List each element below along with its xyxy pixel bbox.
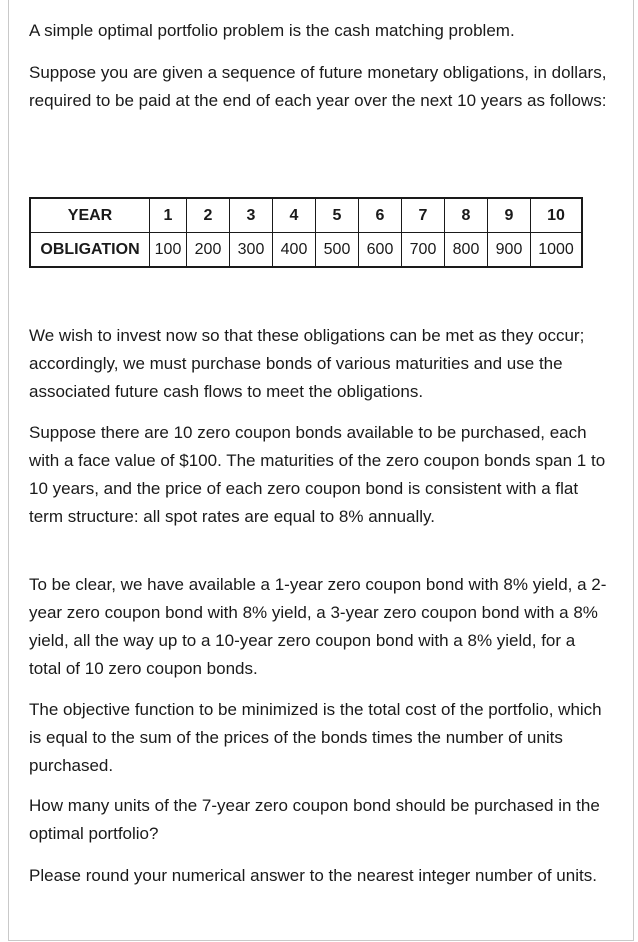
- setup-paragraph: Suppose you are given a sequence of future monetary obligations, in dollars, required to be paid at the end of each year over the next 10 years as follows:: [29, 63, 607, 110]
- year-cell: 8: [445, 198, 488, 233]
- obligation-cell: 100: [150, 233, 187, 268]
- obligation-cell: 300: [230, 233, 273, 268]
- year-header: YEAR: [30, 198, 150, 233]
- obligation-cell: 900: [488, 233, 531, 268]
- year-cell: 4: [273, 198, 316, 233]
- question-paragraph: How many units of the 7-year zero coupon bond should be purchased in the optimal portfolio?: [29, 796, 600, 843]
- year-cell: 1: [150, 198, 187, 233]
- obligation-cell: 400: [273, 233, 316, 268]
- year-row: [30, 198, 582, 233]
- obligation-cell: 700: [402, 233, 445, 268]
- obligation-row: [30, 233, 582, 268]
- obligation-cell: 1000: [531, 233, 583, 268]
- year-cell: 9: [488, 198, 531, 233]
- obligations-table: [29, 197, 583, 268]
- year-cell: 3: [230, 198, 273, 233]
- clarification-paragraph: To be clear, we have available a 1-year zero coupon bond with 8% yield, a 2-year zero coupon bond with 8% yield, a 3-year zero coupon bond with a 8% yield, all the way up to a 10-year zero coupon bond with a 8% yield, for a total of 10 zero coupon bonds.: [29, 575, 607, 678]
- obligation-header: OBLIGATION: [30, 233, 150, 268]
- invest-paragraph: We wish to invest now so that these obligations can be met as they occur; accordingly, we must purchase bonds of various maturities and use the associated future cash flows to meet the obligations.: [29, 326, 585, 401]
- year-cell: 10: [531, 198, 583, 233]
- bonds-paragraph: Suppose there are 10 zero coupon bonds available to be purchased, each with a face value of $100. The maturities of the zero coupon bonds span 1 to 10 years, and the price of each zero coupon bond is consistent with a flat term structure: all spot rates are equal to 8% annually.: [29, 423, 606, 526]
- obligation-cell: 800: [445, 233, 488, 268]
- obligation-cell: 200: [187, 233, 230, 268]
- year-cell: 7: [402, 198, 445, 233]
- year-cell: 2: [187, 198, 230, 233]
- obligation-cell: 600: [359, 233, 402, 268]
- year-cell: 6: [359, 198, 402, 233]
- obligation-cell: 500: [316, 233, 359, 268]
- objective-paragraph: The objective function to be minimized is the total cost of the portfolio, which is equal to the sum of the prices of the bonds times the number of units purchased.: [29, 700, 602, 775]
- rounding-instruction: Please round your numerical answer to the nearest integer number of units.: [29, 866, 597, 885]
- year-cell: 5: [316, 198, 359, 233]
- intro-text: A simple optimal portfolio problem is the cash matching problem.: [29, 21, 515, 40]
